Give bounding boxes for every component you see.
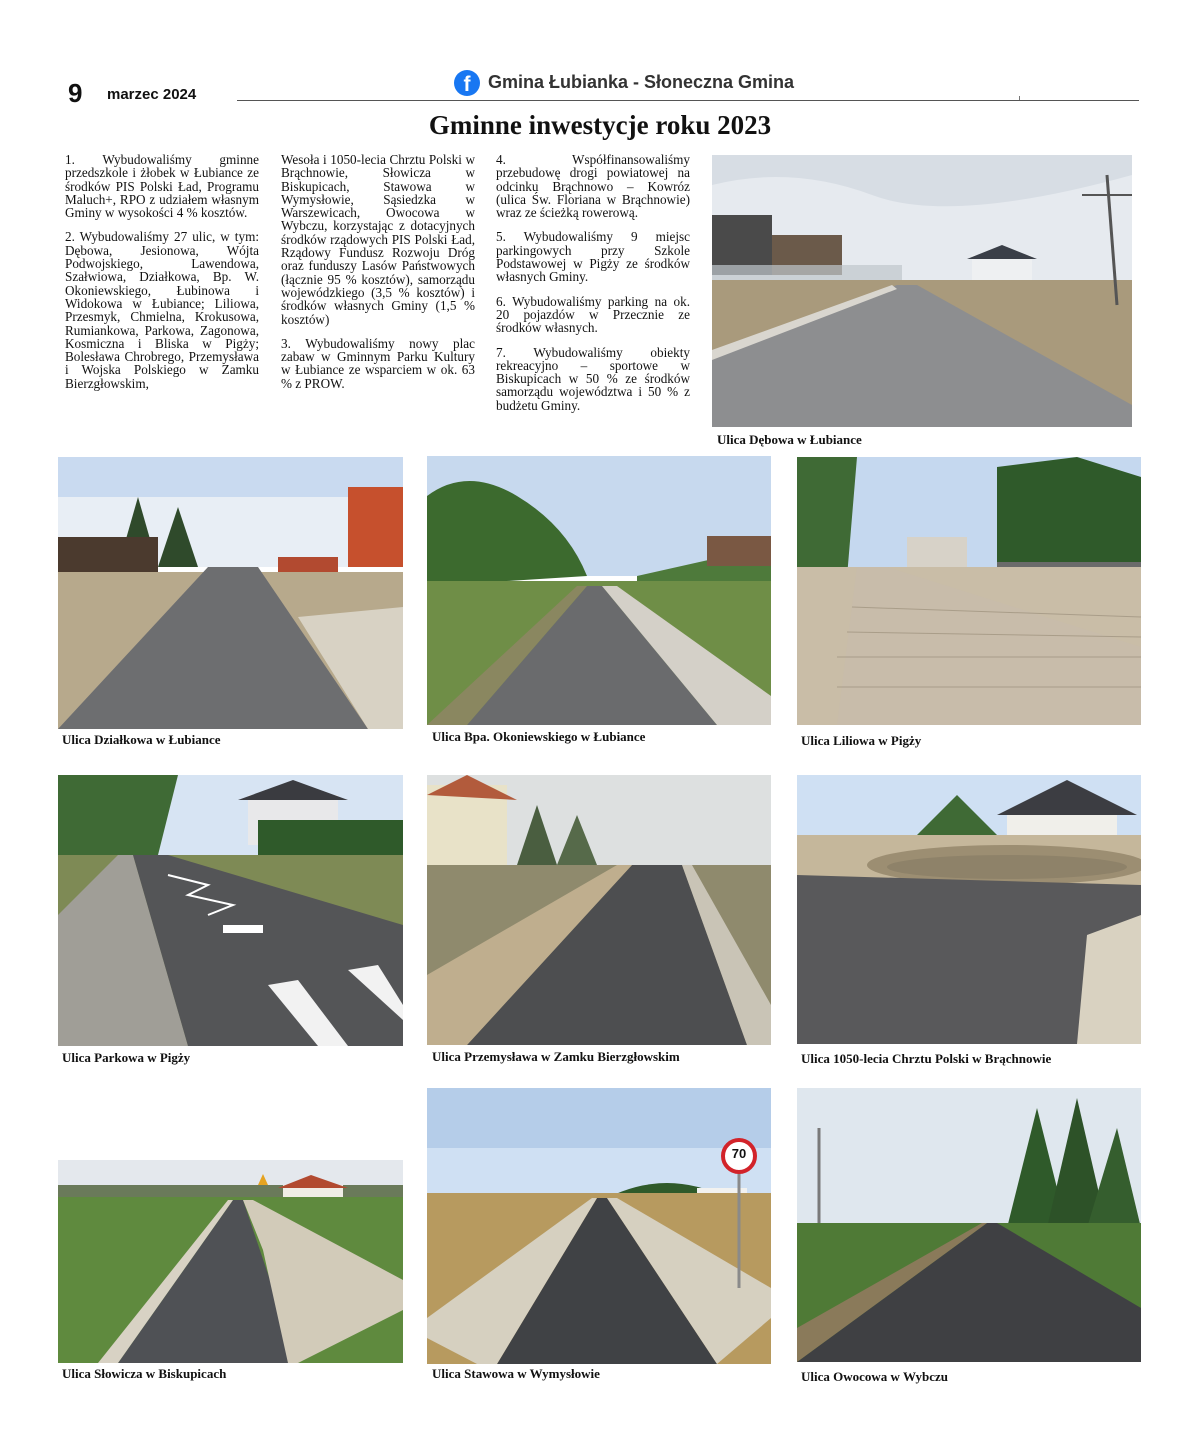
photo-caption: Ulica Słowicza w Biskupicach	[62, 1366, 227, 1381]
paragraph: 7. Wybudowaliśmy obiekty rekreacyjno – sportowe w Biskupicach w 50 % ze środków samorządu województwa i 50 % z budżetu Gminy.	[496, 344, 690, 413]
photo-caption: Ulica Działkowa w Łubiance	[62, 732, 221, 747]
photo-okoniewskiego	[427, 456, 771, 725]
photo-przemyslawa	[427, 775, 771, 1045]
photo-caption: Ulica Parkowa w Pigży	[62, 1050, 191, 1065]
photo-caption: Ulica Bpa. Okoniewskiego w Łubiance	[432, 729, 646, 744]
photo-caption: Ulica Dębowa w Łubiance	[717, 432, 862, 447]
text-column-1	[65, 153, 259, 401]
text-column-2	[281, 153, 475, 401]
paragraph: 2. Wybudowaliśmy 27 ulic, w tym: Dębowa, Jesionowa, Wójta Podwojskiego, Lawendowa, Szałwiowa, Działkowa, Bp. W. Okoniewskiego, Łubinowa i Widokowa w Łubiance; Liliowa, Przesmyk, Chmielna, Krokusowa, Rumiankowa, Parkowa, Zagonowa, Kosmiczna i Bliska w Pigży; Bolesława Chrobrego, Przemysława i Wojska Polskiego w Zamku Bierzgłowskim,	[65, 229, 259, 391]
speed-limit-sign: 70	[731, 1146, 747, 1161]
page-title: Gminne inwestycje roku 2023	[428, 110, 772, 140]
photo-caption: Ulica 1050-lecia Chrztu Polski w Brąchnowie	[801, 1051, 1052, 1066]
header-rule-tick	[1019, 96, 1020, 100]
photo-owocowa	[797, 1088, 1141, 1362]
photo-debowa	[712, 155, 1132, 427]
text-column-3	[496, 153, 690, 423]
photo-stawowa	[427, 1088, 771, 1364]
photo-1050-lecia	[797, 775, 1141, 1044]
photo-parkowa	[58, 775, 403, 1046]
photo-liliowa	[797, 457, 1141, 725]
paragraph: 4. Współfinansowaliśmy przebudowę drogi powiatowej na odcinku Brąchnowo – Kowróz (ulica Św. Floriana w Brąchnowie) wraz ze ścieżką rowerową.	[496, 152, 690, 221]
issue-date: marzec 2024	[107, 86, 197, 103]
facebook-icon[interactable]: f	[454, 70, 480, 96]
brand-name[interactable]: Gmina Łubianka - Słoneczna Gmina	[488, 72, 795, 92]
paragraph: 1. Wybudowaliśmy gminne przedszkole i żłobek w Łubiance ze środków PIS Polski Ład, Programu Maluch+, RPO z udziałem własnym Gminy w wysokości 4 % kosztów.	[65, 152, 259, 221]
header-rule	[237, 100, 1139, 101]
paragraph: 3. Wybudowaliśmy nowy plac zabaw w Gminnym Parku Kultury w Łubiance ze wsparciem w ok. 63 % z PROW.	[281, 335, 475, 391]
page-number: 9	[68, 78, 83, 108]
photo-slowicza	[58, 1160, 403, 1363]
paragraph: 5. Wybudowaliśmy 9 miejsc parkingowych przy Szkole Podstawowej w Pigży ze środków własnych Gminy.	[496, 229, 690, 285]
photo-caption: Ulica Owocowa w Wybczu	[801, 1369, 948, 1384]
photo-caption: Ulica Stawowa w Wymysłowie	[432, 1366, 600, 1381]
paragraph: Wesoła i 1050-lecia Chrztu Polski w Brąchnowie, Słowicza w Biskupicach, Stawowa w Wymysłowie, Sąsiedzka w Warszewicach, Owocowa w Wybczu, korzystając z dotacyjnych środków rządowych PIS Polski Ład, Rządowy Fundusz Rozwoju Dróg oraz funduszy Lasów Państwowych (łącznie 95 % kosztów), samorządu wojewódzkiego (3,5 % kosztów) i środków własnych Gminy (1,5 % kosztów)	[281, 152, 475, 327]
photo-caption: Ulica Przemysława w Zamku Bierzgłowskim	[432, 1049, 680, 1064]
photo-dzialkowa	[58, 457, 403, 729]
paragraph: 6. Wybudowaliśmy parking na ok. 20 pojazdów w Przecznie ze środków własnych.	[496, 293, 690, 336]
photo-caption: Ulica Liliowa w Pigży	[801, 733, 922, 748]
